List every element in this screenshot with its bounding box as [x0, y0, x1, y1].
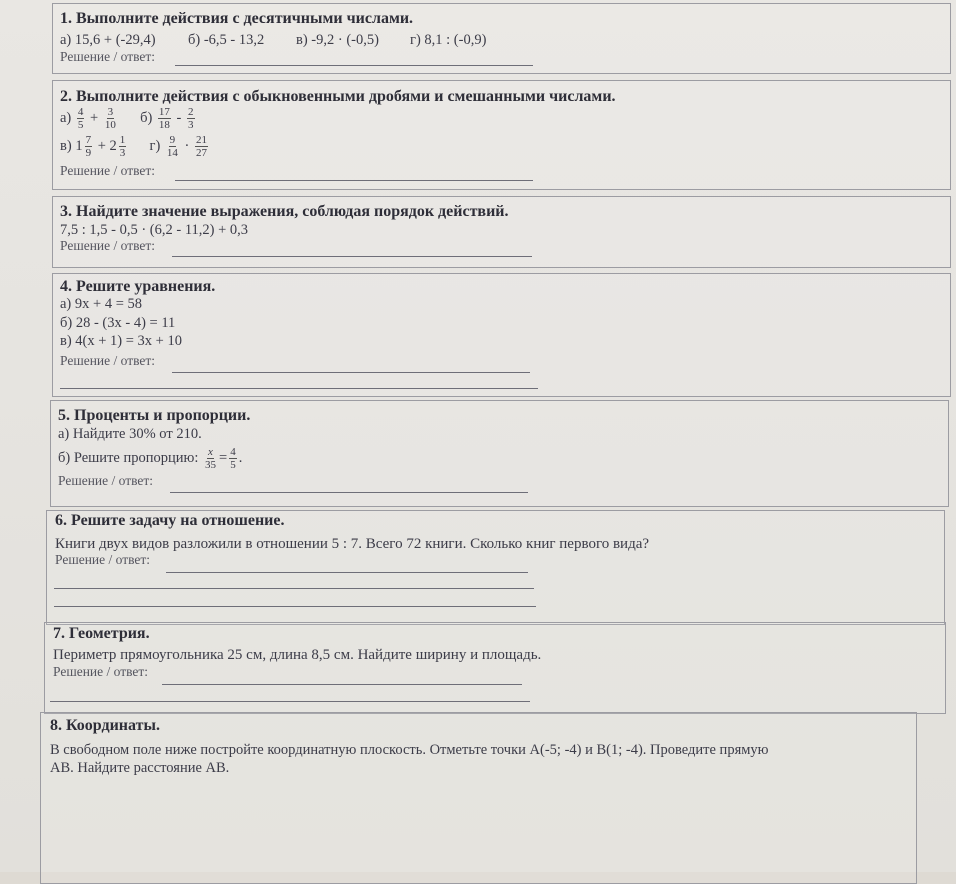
task-7-title: 7. Геометрия.: [53, 625, 150, 642]
task-5-answer-label: Решение / ответ:: [58, 473, 154, 488]
task-5-item-b: [58, 446, 242, 471]
task-2-row-2: [60, 134, 210, 159]
fraction: $\frac{2}{3}$: [188, 106, 194, 131]
task-7-text: Периметр прямоугольника 25 см, длина 8,5 см. Найдите ширину и площадь.: [53, 647, 542, 663]
operator: -: [176, 109, 182, 126]
task-2-b-label: б): [140, 109, 153, 126]
task-8-title: 8. Координаты.: [50, 717, 160, 734]
task-2-title: 2. Выполните действия с обыкновенными дробями и смешанными числами.: [60, 88, 616, 105]
task-4-item-a: а) 9x + 4 = 58: [60, 296, 142, 312]
task-1-item-b: б) -6,5 - 13,2: [188, 32, 265, 48]
task-1-item-c: в) -9,2 · (-0,5): [296, 32, 379, 48]
task-7-answer-line-2[interactable]: [50, 701, 530, 702]
task-6-text: Книги двух видов разложили в отношении 5 : 7. Всего 72 книги. Сколько книг первого вида?: [55, 536, 650, 552]
task-2-a-label: а): [60, 109, 72, 126]
task-8-drawing-area[interactable]: [46, 784, 906, 870]
task-3-title: 3. Найдите значение выражения, соблюдая порядок действий.: [60, 203, 509, 220]
task-8-text-1: В свободном поле ниже постройте координатную плоскость. Отметьте точки A(-5; -4) и B(1; -4). Проведите прямую: [50, 742, 769, 758]
fraction: $\frac{21}{27}$: [196, 134, 207, 160]
task-6-answer-line-3[interactable]: [54, 606, 536, 607]
task-5-b-text: б) Решите пропорцию:: [58, 449, 199, 466]
task-7-answer-line-1[interactable]: [162, 684, 522, 685]
operator: =: [219, 449, 228, 466]
task-1-answer-line[interactable]: [175, 65, 533, 66]
task-6-answer-label: Решение / ответ:: [55, 552, 151, 567]
task-6-answer-line-1[interactable]: [166, 572, 528, 573]
task-5-answer-line[interactable]: [170, 492, 528, 493]
fraction: $\frac{17}{18}$: [158, 106, 170, 131]
task-2-row-1: [60, 106, 197, 131]
task-1-title: 1. Выполните действия с десятичными числами.: [60, 10, 414, 27]
task-1-item-d: г) 8,1 : (-0,9): [410, 32, 487, 48]
task-3-answer-label: Решение / ответ:: [60, 238, 156, 253]
task-6-title: 6. Решите задачу на отношение.: [55, 512, 285, 529]
operator: ·: [184, 138, 190, 154]
fraction: $\frac{4}{5}$: [230, 446, 236, 471]
operator: +: [90, 109, 99, 126]
fraction: $\frac{x}{35}$: [205, 446, 216, 471]
mixed-number: 2 $\frac{1}{3}$: [109, 134, 126, 159]
task-3-answer-line[interactable]: [172, 256, 532, 257]
task-4-answer-line-1[interactable]: [172, 372, 530, 373]
task-5-title: 5. Проценты и пропорции.: [58, 407, 251, 424]
task-4-answer-label: Решение / ответ:: [60, 353, 156, 368]
task-4-title: 4. Решите уравнения.: [60, 278, 216, 295]
task-5-item-a: а) Найдите 30% от 210.: [58, 426, 202, 442]
task-4-item-b: б) 28 - (3x - 4) = 11: [60, 315, 176, 331]
task-4-item-c: в) 4(x + 1) = 3x + 10: [60, 333, 182, 349]
task-7-answer-label: Решение / ответ:: [53, 664, 149, 679]
task-4-answer-line-2[interactable]: [60, 388, 538, 389]
task-1-item-a: а) 15,6 + (-29,4): [60, 32, 156, 48]
period: .: [238, 449, 243, 466]
fraction: $\frac{9}{14}$: [166, 134, 178, 160]
task-2-c-label: в): [60, 138, 72, 154]
task-6-answer-line-2[interactable]: [54, 588, 534, 589]
fraction: $\frac{4}{5}$: [77, 106, 84, 131]
operator: +: [97, 138, 106, 154]
fraction: $\frac{3}{10}$: [104, 106, 116, 131]
task-2-answer-label: Решение / ответ:: [60, 163, 156, 178]
task-2-answer-line[interactable]: [175, 180, 533, 181]
task-3-expression: 7,5 : 1,5 - 0,5 · (6,2 - 11,2) + 0,3: [60, 222, 249, 238]
task-1-answer-label: Решение / ответ:: [60, 49, 156, 64]
task-8-text-2: AB. Найдите расстояние AB.: [50, 760, 230, 776]
task-2-d-label: г): [149, 138, 161, 154]
mixed-number: 1 $\frac{7}{9}$: [75, 134, 92, 159]
